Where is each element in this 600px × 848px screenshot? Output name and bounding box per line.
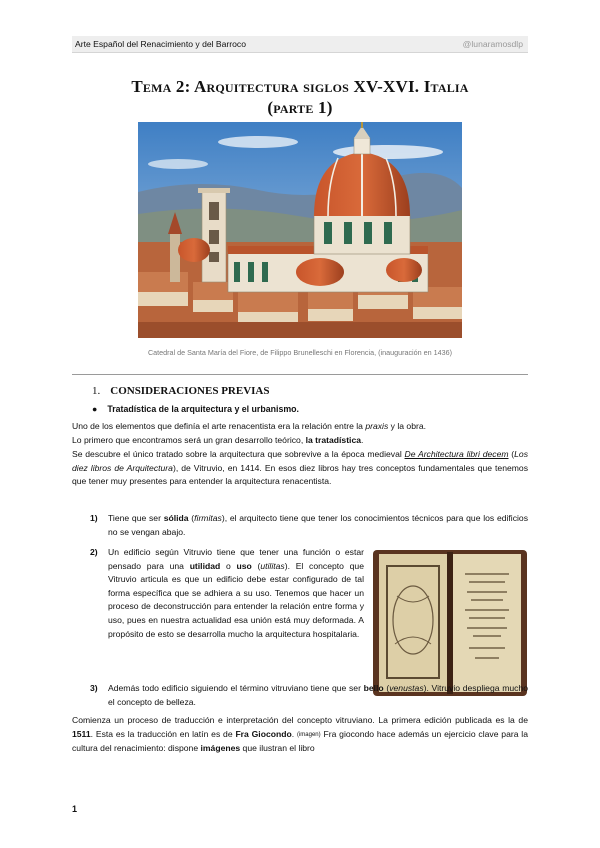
list-item-firmitas: 1) Tiene que ser sólida (firmitas), el arquitecto tiene que tener los conocimientos técnicos para que los edificios no se vengan abajo. [90, 513, 529, 537]
bullet-dot-icon: ● [92, 404, 98, 414]
list-item-number: 2) [90, 547, 98, 557]
list-item-utilitas: 2) Un edificio según Vitruvio tiene que tener una función o estar pensado para una utilidad o uso (utilitas). El concepto que Vitruvio articula es que un edificio debe estar configurado de tal forma específica que se adhiera a su uso. Tenemos que hacer un proceso de deconstrucción para entender la relación entre forma y uso, pues en nuestra actualidad esa unión está muy deformada. A propósito de esto se desarrolla mucho la arquitectura hospitalaria. [90, 547, 364, 639]
paragraph-praxis: Uno de los elementos que definía el arte renacentista era la relación entre la praxis y la obra. [72, 421, 427, 431]
page-title-line-1: Tema 2: Arquitectura siglos XV-XVI. Italia [131, 77, 469, 96]
section-title: CONSIDERACIONES PREVIAS [110, 385, 270, 397]
list-item-venustas: 3) Además todo edificio siguiendo el término vitruviano tiene que ser bello (venustas). Vitruvio despliega mucho el concepto de belleza. [90, 683, 528, 707]
paragraph-tratadistica: Lo primero que encontramos será un gran desarrollo teórico, la tratadística. [72, 435, 364, 445]
florence-cathedral-photo [138, 122, 462, 338]
paragraph-fra-giocondo: Comienza un proceso de traducción e interpretación del concepto vitruviano. La primera edición publicada es la de 1511. Esta es la traducción en latín es de Fra Giocondo. (imagen) Fra giocondo hace además un ejercicio clave para la cultura del renacimiento: dispone imágenes que ilustran el libro [72, 715, 528, 754]
divider [72, 374, 528, 375]
vitruvius-book-photo [373, 548, 527, 698]
list-item-number: 3) [90, 683, 98, 693]
page-title-line-2: (parte 1) [267, 98, 333, 117]
running-header [72, 36, 528, 53]
bullet-heading [92, 404, 299, 414]
header-author-handle: @lunaramosdlp [462, 39, 523, 49]
photo-caption: Catedral de Santa María del Fiore, de Filippo Brunelleschi en Florencia, (inauguración en 1436) [147, 348, 453, 357]
page-title [60, 76, 540, 118]
bullet-heading-text: Tratadística de la arquitectura y el urbanismo. [107, 404, 299, 414]
page-number: 1 [72, 804, 78, 814]
list-item-number: 1) [90, 513, 98, 523]
paragraph-vitruvio: Se descubre el único tratado sobre la arquitectura que sobrevive a la época medieval De Architectura libri decem (Los diez libros de Arquitectura), de Vitruvio, en 1414. En esos diez libros hay tres conceptos fundamentales que tenemos que tener muy presentes para entender la arquitectura renacentista. [72, 449, 529, 487]
header-course-title: Arte Español del Renacimiento y del Barroco [75, 39, 247, 49]
section-number: 1. [92, 385, 101, 397]
section-heading [92, 385, 269, 397]
